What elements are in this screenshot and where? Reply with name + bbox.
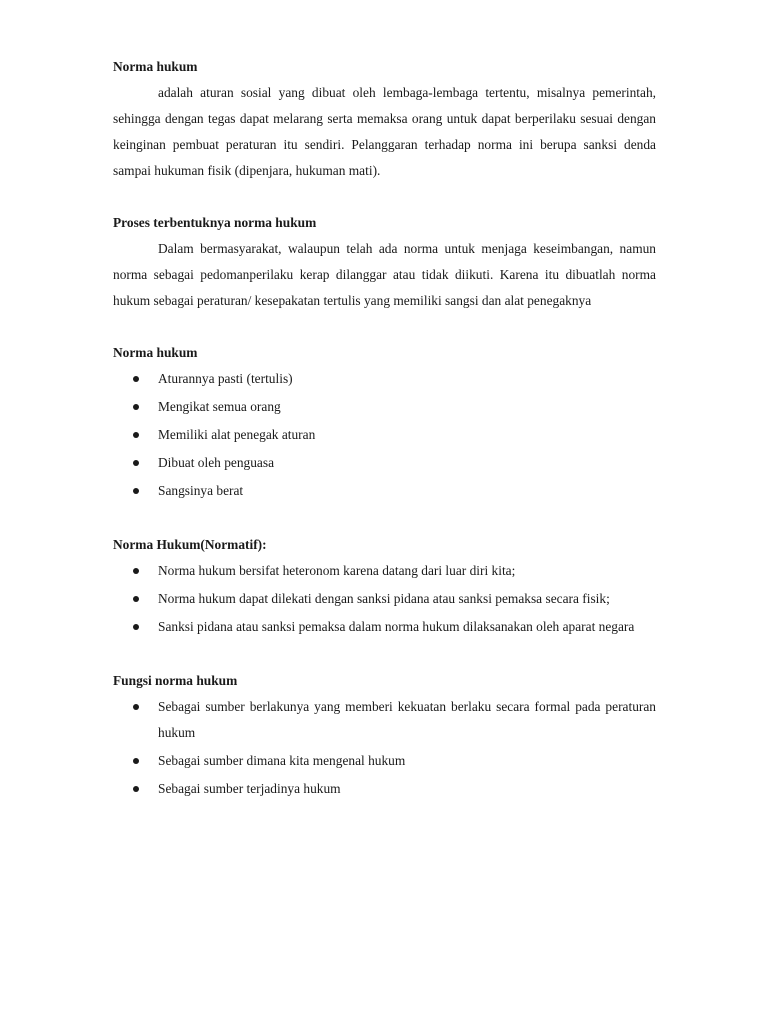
list-item: Norma hukum dapat dilekati dengan sanksi pidana atau sanksi pemaksa secara fisik; [113,586,656,612]
bullet-icon [133,758,139,764]
list-item: Mengikat semua orang [113,394,656,420]
list-item: Memiliki alat penegak aturan [113,422,656,448]
bullet-icon [133,404,139,410]
section-heading: Norma hukum [113,345,198,360]
bullet-list [113,694,656,802]
list-item: Norma hukum bersifat heteronom karena datang dari luar diri kita; [113,558,656,584]
bullet-icon [133,786,139,792]
section-paragraph: adalah aturan sosial yang dibuat oleh lembaga-lembaga tertentu, misalnya pemerintah, sehingga dengan tegas dapat melarang serta memaksa orang untuk dapat berperilaku sesuai dengan keinginan pembuat peraturan itu sendiri. Pelanggaran terhadap norma ini berupa sanksi denda sampai hukuman fisik (dipenjara, hukuman mati). [113,85,656,178]
list-item: Sebagai sumber dimana kita mengenal hukum [113,748,656,774]
section-heading: Norma hukum [113,59,198,74]
list-item: Sebagai sumber berlakunya yang memberi kekuatan berlaku secara formal pada peraturan hukum [113,694,656,746]
bullet-icon [133,460,139,466]
bullet-icon [133,596,139,602]
section-heading: Norma Hukum(Normatif): [113,537,267,552]
section-paragraph: Dalam bermasyarakat, walaupun telah ada norma untuk menjaga keseimbangan, namun norma sebagai pedomanperilaku kerap dilanggar atau tidak diikuti. Karena itu dibuatlah norma hukum sebagai peraturan/ kesepakatan tertulis yang memiliki sangsi dan alat penegaknya [113,241,656,308]
bullet-list [113,558,656,640]
bullet-icon [133,432,139,438]
bullet-icon [133,704,139,710]
bullet-icon [133,376,139,382]
section-characteristics [113,340,656,504]
list-item: Aturannya pasti (tertulis) [113,366,656,392]
bullet-icon [133,568,139,574]
section-definition [113,54,656,184]
section-heading: Proses terbentuknya norma hukum [113,215,317,230]
list-item: Sebagai sumber terjadinya hukum [113,776,656,802]
section-functions [113,668,656,802]
section-formation [113,210,656,314]
list-item: Sanksi pidana atau sanksi pemaksa dalam norma hukum dilaksanakan oleh aparat negara [113,614,656,640]
section-normative [113,532,656,640]
bullet-list [113,366,656,504]
bullet-icon [133,488,139,494]
list-item: Dibuat oleh penguasa [113,450,656,476]
list-item: Sangsinya berat [113,478,656,504]
section-heading: Fungsi norma hukum [113,673,238,688]
bullet-icon [133,624,139,630]
document-page [113,54,656,804]
